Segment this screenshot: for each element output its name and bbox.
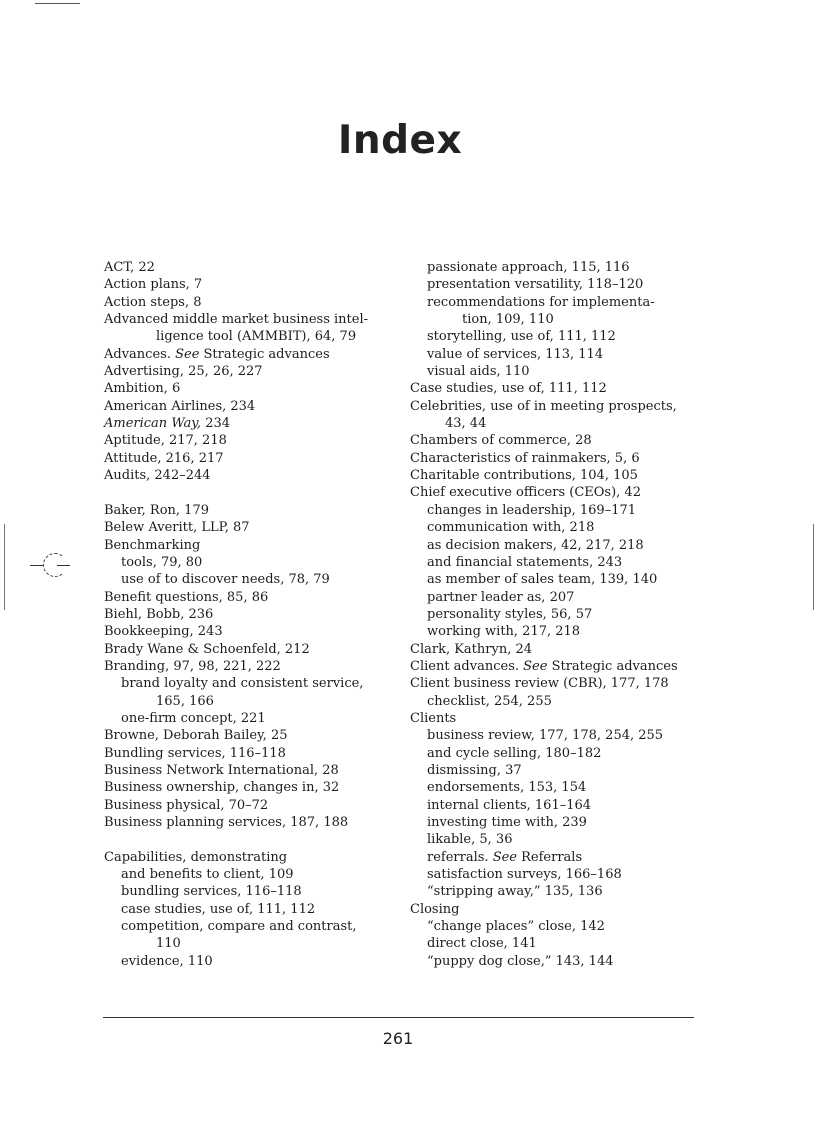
- index-entry: Capabilities, demonstrating: [104, 849, 288, 865]
- index-subentry: bundling services, 116–118: [121, 884, 302, 900]
- index-entry: ACT, 22: [104, 260, 155, 275]
- index-column-left: [104, 259, 404, 970]
- index-entry: Business planning services, 187, 188: [104, 815, 349, 830]
- index-entry-continuation: 110: [156, 936, 181, 952]
- index-entry: Browne, Deborah Bailey, 25: [104, 728, 288, 744]
- index-subentry: communication with, 218: [427, 520, 595, 536]
- index-entry: Biehl, Bobb, 236: [104, 606, 214, 622]
- index-subentry: satisfaction surveys, 166–168: [427, 867, 622, 883]
- index-subentry: “change places” close, 142: [427, 919, 605, 935]
- index-entry: Charitable contributions, 104, 105: [410, 468, 638, 484]
- index-subentry: recommendations for implementa-: [427, 294, 655, 310]
- index-entry: Clark, Kathryn, 24: [410, 641, 533, 657]
- index-entry: Business ownership, changes in, 32: [104, 780, 340, 796]
- index-entry: Benchmarking: [104, 537, 201, 553]
- index-subentry: endorsements, 153, 154: [427, 780, 587, 796]
- entry-text: Client advances.: [410, 658, 524, 674]
- index-entry: American Airlines, 234: [104, 398, 256, 414]
- entry-text: Advances.: [104, 346, 176, 362]
- index-subentry: tools, 79, 80: [121, 554, 203, 570]
- index-entry: Business Network International, 28: [104, 762, 339, 778]
- entry-text: 234: [201, 416, 231, 432]
- letter-group-gap: [104, 484, 404, 501]
- index-entry: Action plans, 7: [104, 277, 203, 293]
- index-entry: Baker, Ron, 179: [104, 502, 209, 518]
- index-subentry: competition, compare and contrast,: [121, 919, 357, 935]
- index-entry: Attitude, 216, 217: [104, 450, 224, 466]
- index-subentry: likable, 5, 36: [427, 832, 513, 848]
- index-subentry: evidence, 110: [121, 953, 213, 969]
- index-entry: Chief executive officers (CEOs), 42: [410, 485, 641, 501]
- index-entry: Closing: [410, 901, 460, 917]
- index-entry: Benefit questions, 85, 86: [104, 589, 269, 605]
- top-crop-rule: [35, 3, 80, 4]
- index-entry-continuation: 165, 166: [156, 693, 214, 709]
- index-entry: [410, 658, 710, 675]
- index-subentry: direct close, 141: [427, 936, 537, 952]
- index-subentry: use of to discover needs, 78, 79: [121, 572, 330, 588]
- index-entry: Celebrities, use of in meeting prospects,: [410, 398, 677, 414]
- registration-mark-icon: [30, 553, 70, 579]
- index-entry: [104, 415, 404, 432]
- index-entry: Belew Averitt, LLP, 87: [104, 520, 250, 536]
- index-entry: Ambition, 6: [104, 381, 181, 397]
- index-subentry: dismissing, 37: [427, 762, 522, 778]
- page-title: Index: [337, 118, 463, 163]
- index-entry: Characteristics of rainmakers, 5, 6: [410, 450, 640, 466]
- index-entry-continuation: ligence tool (AMMBIT), 64, 79: [156, 329, 357, 345]
- index-subentry: working with, 217, 218: [427, 624, 581, 640]
- index-subentry: storytelling, use of, 111, 112: [427, 329, 616, 345]
- see-reference: See: [175, 346, 200, 362]
- index-entry: Brady Wane & Schoenfeld, 212: [104, 641, 310, 657]
- index-entry: Advanced middle market business intel-: [104, 312, 368, 328]
- index-entry: Bundling services, 116–118: [104, 745, 286, 761]
- index-subentry: as member of sales team, 139, 140: [427, 572, 658, 588]
- left-margin-mark: [4, 524, 5, 610]
- right-margin-mark: [813, 524, 814, 610]
- index-entry: Business physical, 70–72: [104, 797, 269, 813]
- index-entry: Chambers of commerce, 28: [410, 433, 592, 449]
- index-entry-continuation: tion, 109, 110: [462, 312, 554, 328]
- index-subentry: “stripping away,” 135, 136: [427, 884, 603, 900]
- index-subentry: passionate approach, 115, 116: [427, 260, 630, 275]
- entry-text: referrals.: [427, 849, 493, 865]
- index-entry: Audits, 242–244: [104, 468, 211, 484]
- index-entry: [104, 346, 404, 363]
- index-subentry: one-firm concept, 221: [121, 710, 266, 726]
- index-entry: Branding, 97, 98, 221, 222: [104, 658, 281, 674]
- index-subentry: and benefits to client, 109: [121, 867, 294, 883]
- see-reference: See: [523, 658, 548, 674]
- index-subentry: as decision makers, 42, 217, 218: [427, 537, 644, 553]
- index-entry: Bookkeeping, 243: [104, 624, 223, 640]
- index-subentry: visual aids, 110: [427, 364, 530, 380]
- index-subentry: “puppy dog close,” 143, 144: [427, 953, 614, 969]
- index-subentry: value of services, 113, 114: [427, 346, 604, 362]
- index-subentry: checklist, 254, 255: [427, 693, 552, 709]
- entry-title-italic: American Way,: [104, 416, 202, 432]
- index-column-right: [410, 259, 710, 970]
- index-entry: Case studies, use of, 111, 112: [410, 381, 607, 397]
- index-entry-continuation: 43, 44: [445, 416, 487, 432]
- index-entry: Clients: [410, 710, 457, 726]
- index-subentry: partner leader as, 207: [427, 589, 575, 605]
- index-entry: Client business review (CBR), 177, 178: [410, 676, 669, 692]
- index-subentry: [410, 849, 710, 866]
- index-entry: Aptitude, 217, 218: [104, 433, 227, 449]
- footer-rule: [103, 1017, 694, 1018]
- index-subentry: presentation versatility, 118–120: [427, 277, 644, 293]
- entry-text: Strategic advances: [547, 658, 678, 674]
- index-subentry: investing time with, 239: [427, 815, 587, 830]
- index-subentry: and financial statements, 243: [427, 554, 623, 570]
- entry-text: Referrals: [516, 849, 583, 865]
- index-subentry: changes in leadership, 169–171: [427, 502, 637, 518]
- index-subentry: personality styles, 56, 57: [427, 606, 593, 622]
- index-entry: Advertising, 25, 26, 227: [104, 364, 263, 380]
- entry-text: Strategic advances: [199, 346, 330, 362]
- index-entry: Action steps, 8: [104, 294, 202, 310]
- see-reference: See: [492, 849, 517, 865]
- index-subentry: case studies, use of, 111, 112: [121, 901, 316, 917]
- index-subentry: business review, 177, 178, 254, 255: [427, 728, 664, 744]
- index-subentry: brand loyalty and consistent service,: [121, 676, 364, 692]
- index-subentry: internal clients, 161–164: [427, 797, 592, 813]
- index-subentry: and cycle selling, 180–182: [427, 745, 602, 761]
- page-number: 261: [382, 1029, 414, 1048]
- letter-group-gap: [104, 831, 404, 848]
